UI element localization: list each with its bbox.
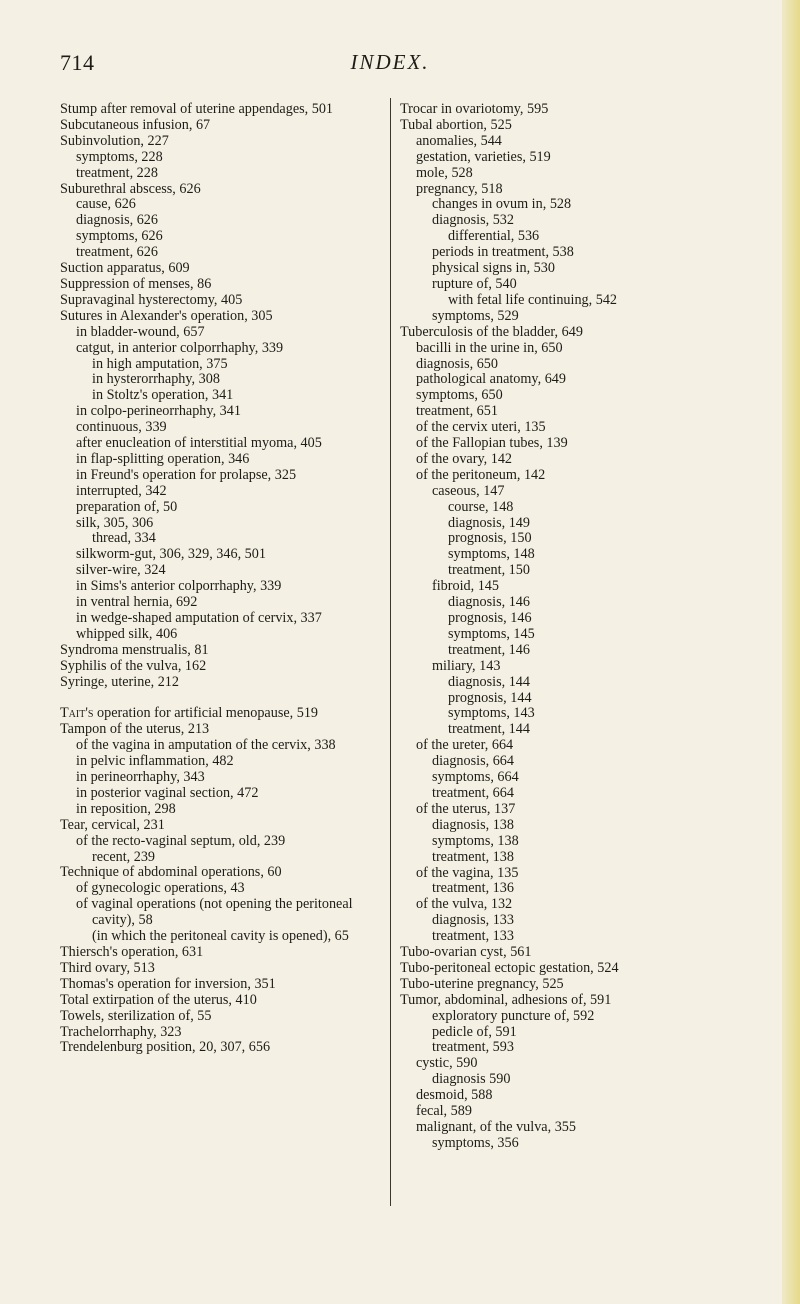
index-subentry: changes in ovum in, 528 xyxy=(432,196,572,213)
index-subentry: bacilli in the urine in, 650 xyxy=(416,339,563,356)
index-subentry: of the peritoneum, 142 xyxy=(416,466,546,483)
index-subentry: with fetal life continuing, 542 xyxy=(448,291,618,308)
index-subentry: in flap-splitting operation, 346 xyxy=(76,450,250,467)
index-subentry: of the vagina, 135 xyxy=(416,864,519,881)
index-subentry: preparation of, 50 xyxy=(76,498,178,515)
index-entry: Thomas's operation for inversion, 351 xyxy=(60,975,276,992)
index-subentry: thread, 334 xyxy=(92,530,156,547)
index-subentry: of the cervix uteri, 135 xyxy=(416,419,546,436)
index-subentry: diagnosis, 133 xyxy=(432,912,514,929)
index-subentry: treatment, 138 xyxy=(432,848,514,865)
index-entry: Suppression of menses, 86 xyxy=(60,275,212,292)
index-entry: Tubo-peritoneal ectopic gestation, 524 xyxy=(400,959,619,976)
index-entry: Thiersch's operation, 631 xyxy=(60,944,204,961)
index-entry: Stump after removal of uterine appendages, 501 xyxy=(60,101,334,117)
index-subentry: continuous, 339 xyxy=(76,419,167,436)
index-subentry: treatment, 144 xyxy=(448,721,530,738)
page-edge xyxy=(782,0,800,1304)
index-subentry: diagnosis, 626 xyxy=(76,212,158,229)
index-entry: Third ovary, 513 xyxy=(60,959,155,976)
index-subentry: treatment, 146 xyxy=(448,641,530,658)
index-subentry: diagnosis, 144 xyxy=(448,673,530,690)
index-subentry: treatment, 150 xyxy=(448,562,530,579)
index-subentry: treatment, 593 xyxy=(432,1039,514,1056)
index-entry: Syringe, uterine, 212 xyxy=(60,673,179,690)
index-subentry: symptoms, 145 xyxy=(448,625,535,642)
index-entry: Subcutaneous infusion, 67 xyxy=(60,116,211,133)
index-subentry: in bladder-wound, 657 xyxy=(76,323,205,340)
index-subentry: malignant, of the vulva, 355 xyxy=(416,1119,576,1135)
index-entry: Tuberculosis of the bladder, 649 xyxy=(400,323,583,340)
index-entry: Suction apparatus, 609 xyxy=(60,260,190,277)
index-subentry: in high amputation, 375 xyxy=(92,355,228,372)
page-header xyxy=(60,50,720,78)
index-entry: Tumor, abdominal, adhesions of, 591 xyxy=(400,991,612,1008)
index-subentry: symptoms, 148 xyxy=(448,546,535,563)
index-subentry: symptoms, 650 xyxy=(416,387,503,404)
index-subentry: of the ovary, 142 xyxy=(416,450,513,467)
index-subentry: of gynecologic operations, 43 xyxy=(76,880,245,897)
index-entry: Trachelorrhaphy, 323 xyxy=(60,1023,182,1040)
index-subentry: symptoms, 138 xyxy=(432,832,519,849)
index-subentry: in Stoltz's operation, 341 xyxy=(92,387,234,404)
index-subentry: in pelvic inflammation, 482 xyxy=(76,753,234,770)
index-subentry: interrupted, 342 xyxy=(76,482,167,499)
index-subentry: symptoms, 143 xyxy=(448,705,535,722)
index-subentry: diagnosis, 146 xyxy=(448,594,530,611)
index-subentry: symptoms, 664 xyxy=(432,769,519,786)
index-entry: Subinvolution, 227 xyxy=(60,132,169,149)
index-subentry: prognosis, 150 xyxy=(448,530,532,547)
index-subentry: symptoms, 529 xyxy=(432,307,519,324)
index-subentry: in perineorrhaphy, 343 xyxy=(76,769,205,786)
index-subentry: pregnancy, 518 xyxy=(416,180,503,197)
index-subentry: periods in treatment, 538 xyxy=(432,244,574,261)
section-gap xyxy=(60,691,378,707)
index-subentry: in hysterorrhaphy, 308 xyxy=(92,371,220,388)
index-subentry: physical signs in, 530 xyxy=(432,260,555,277)
index-subentry: silk, 305, 306 xyxy=(76,514,154,531)
index-entry: Technique of abdominal operations, 60 xyxy=(60,864,282,881)
index-subentry: diagnosis, 650 xyxy=(416,355,498,372)
index-subentry: in posterior vaginal section, 472 xyxy=(76,784,259,801)
index-entry: Tampon of the uterus, 213 xyxy=(60,721,210,738)
index-entry: Syndroma menstrualis, 81 xyxy=(60,641,209,658)
index-subentry: diagnosis, 138 xyxy=(432,816,514,833)
index-subentry: cystic, 590 xyxy=(416,1055,478,1072)
index-subentry: in wedge-shaped amputation of cervix, 337 xyxy=(76,610,322,626)
index-subentry: silkworm-gut, 306, 329, 346, 501 xyxy=(76,546,266,563)
index-subentry: of the recto-vaginal septum, old, 239 xyxy=(76,832,286,849)
index-entry: Tear, cervical, 231 xyxy=(60,816,165,833)
index-subentry: recent, 239 xyxy=(92,848,156,865)
index-subentry: of vaginal operations (not opening the peritoneal cavity), 58 xyxy=(76,896,353,929)
index-subentry: in ventral hernia, 692 xyxy=(76,594,198,611)
index-subentry: in Freund's operation for prolapse, 325 xyxy=(76,466,297,483)
index-subentry: cause, 626 xyxy=(76,196,136,213)
index-entry: Supravaginal hysterectomy, 405 xyxy=(60,291,243,308)
index-subentry: catgut, in anterior colporrhaphy, 339 xyxy=(76,339,284,356)
index-entry: Tait's operation for artificial menopause, 519 xyxy=(60,705,319,722)
index-subentry: silver-wire, 324 xyxy=(76,562,166,579)
index-subentry: fibroid, 145 xyxy=(432,578,499,595)
page-number: 714 xyxy=(60,50,95,75)
index-subentry: treatment, 136 xyxy=(432,880,514,897)
index-column-left xyxy=(60,102,378,1056)
index-subentry: whipped silk, 406 xyxy=(76,625,178,642)
index-subentry: diagnosis, 532 xyxy=(432,212,514,229)
index-subentry: prognosis, 146 xyxy=(448,610,532,626)
index-subentry: after enucleation of interstitial myoma, 405 xyxy=(76,435,322,452)
index-subentry: in colpo-perineorrhaphy, 341 xyxy=(76,403,241,420)
index-entry: Suburethral abscess, 626 xyxy=(60,180,201,197)
index-entry: Tubo-ovarian cyst, 561 xyxy=(400,944,532,961)
index-subentry: symptoms, 228 xyxy=(76,148,163,165)
index-subentry: desmoid, 588 xyxy=(416,1087,493,1104)
index-subentry: symptoms, 626 xyxy=(76,228,163,245)
index-subentry: rupture of, 540 xyxy=(432,275,517,292)
index-subentry: diagnosis, 664 xyxy=(432,753,514,770)
index-subentry: treatment, 133 xyxy=(432,928,514,945)
index-entry: Total extirpation of the uterus, 410 xyxy=(60,991,257,1008)
index-subentry: of the Fallopian tubes, 139 xyxy=(416,435,568,452)
index-subentry: miliary, 143 xyxy=(432,657,501,674)
running-head: INDEX. xyxy=(350,50,430,74)
index-subentry: exploratory puncture of, 592 xyxy=(432,1007,595,1024)
index-subentry: symptoms, 356 xyxy=(432,1134,519,1151)
index-subentry: treatment, 664 xyxy=(432,784,514,801)
index-subentry: fecal, 589 xyxy=(416,1103,472,1120)
index-subentry: of the uterus, 137 xyxy=(416,800,516,817)
index-subentry: differential, 536 xyxy=(448,228,540,245)
index-entry: Tubal abortion, 525 xyxy=(400,116,512,133)
index-entry: Towels, sterilization of, 55 xyxy=(60,1007,212,1024)
index-entry: Trocar in ovariotomy, 595 xyxy=(400,101,549,117)
index-subentry: pathological anatomy, 649 xyxy=(416,371,566,388)
index-subentry: diagnosis, 149 xyxy=(448,514,530,531)
column-divider xyxy=(390,98,391,1206)
index-subentry: gestation, varieties, 519 xyxy=(416,148,551,165)
index-entry: Syphilis of the vulva, 162 xyxy=(60,657,207,674)
index-subentry: anomalies, 544 xyxy=(416,132,502,149)
index-subentry: course, 148 xyxy=(448,498,514,515)
index-subentry: treatment, 651 xyxy=(416,403,498,420)
index-subentry: (in which the peritoneal cavity is opened), 65 xyxy=(92,928,349,945)
index-subentry: caseous, 147 xyxy=(432,482,505,499)
index-entry: Tubo-uterine pregnancy, 525 xyxy=(400,975,564,992)
index-subentry: treatment, 228 xyxy=(76,164,158,181)
index-subentry: of the ureter, 664 xyxy=(416,737,514,754)
index-subentry: in reposition, 298 xyxy=(76,800,176,817)
index-entry: Trendelenburg position, 20, 307, 656 xyxy=(60,1039,271,1056)
index-subentry: prognosis, 144 xyxy=(448,689,532,706)
index-subentry: of the vagina in amputation of the cervix, 338 xyxy=(76,737,336,754)
index-entry: Sutures in Alexander's operation, 305 xyxy=(60,307,273,324)
index-subentry: in Sims's anterior colporrhaphy, 339 xyxy=(76,578,282,595)
index-subentry: pedicle of, 591 xyxy=(432,1023,517,1040)
index-column-right xyxy=(400,102,730,1152)
index-subentry: diagnosis 590 xyxy=(432,1071,511,1088)
index-subentry: mole, 528 xyxy=(416,164,473,181)
index-subentry: treatment, 626 xyxy=(76,244,158,261)
index-subentry: of the vulva, 132 xyxy=(416,896,513,913)
